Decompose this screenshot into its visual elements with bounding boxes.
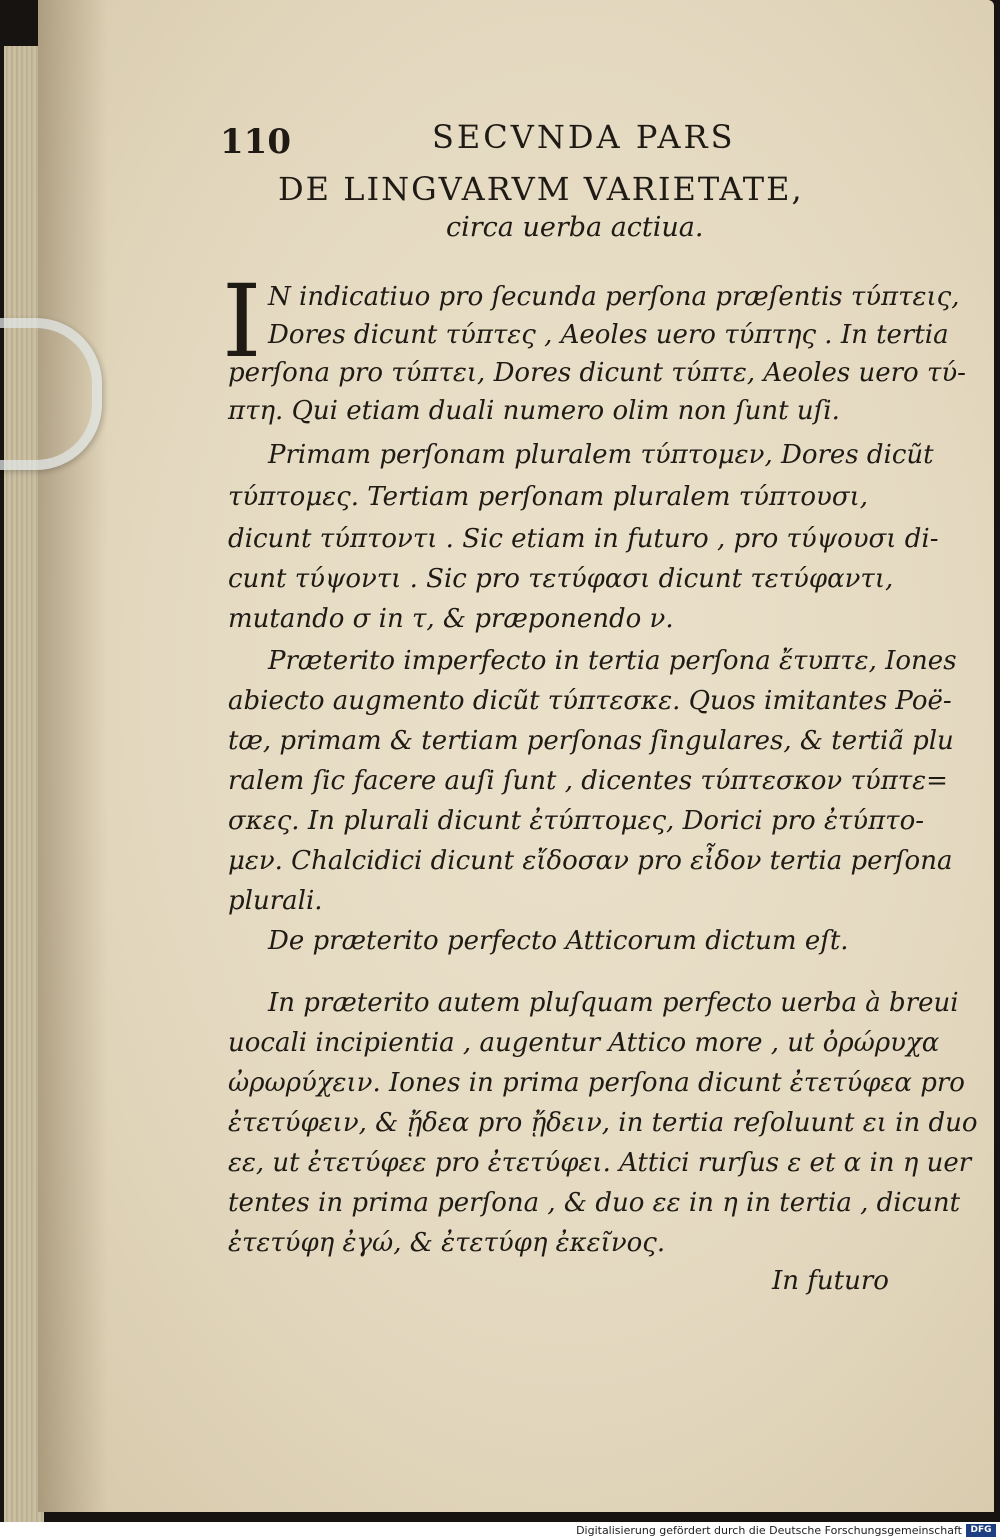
text-line: dicunt τύπτοντι . Sic etiam in futuro , pro τύψουσι di- xyxy=(228,524,939,554)
text-line: μεν. Chalcidici dicunt εἴδοσαν pro εἶδον tertia perſona xyxy=(228,846,953,876)
text-line: εε, ut ἐτετύφεε pro ἐτετύφει. Attici rurſus ε et α in η uer xyxy=(228,1148,972,1178)
text-line: τύπτομες. Tertiam perſonam pluralem τύπτουσι, xyxy=(228,482,869,512)
text-line: ralem ſic facere auſi ſunt , dicentes τύπτεσκον τύπτε= xyxy=(228,766,948,796)
text-line: tentes in prima perſona , & duo εε in η in tertia , dicunt xyxy=(228,1188,961,1218)
text-line: Primam perſonam pluralem τύπτομεν, Dores dicũt xyxy=(268,440,934,470)
page-number: 110 xyxy=(220,122,291,162)
gutter-shadow xyxy=(38,0,108,1512)
text-line: Præterito imperfecto in tertia perſona ἔτυπτε, Iones xyxy=(268,646,957,676)
text-line: De præterito perfecto Atticorum dictum eſt. xyxy=(268,926,849,956)
text-line: N indicatiuo pro ſecunda perſona præſentis τύπτεις, xyxy=(268,282,960,312)
drop-cap: I xyxy=(222,263,262,380)
section-subtitle: circa uerba actiua. xyxy=(446,212,704,243)
text-line: πτη. Qui etiam duali numero olim non ſunt uſi. xyxy=(228,396,840,426)
digitization-note: Digitalisierung gefördert durch die Deutsche Forschungsgemeinschaft xyxy=(576,1524,962,1537)
text-line: tæ, primam & tertiam perſonas ſingulares, & tertiã plu xyxy=(228,726,954,756)
text-line: Dores dicunt τύπτες , Aeoles uero τύπτης . In tertia xyxy=(268,320,949,350)
text-line: abiecto augmento dicũt τύπτεσκε. Quos imitantes Poë- xyxy=(228,686,952,716)
text-line: ἐτετύφειν, & ᾔδεα pro ᾔδειν, in tertia reſoluunt ει in duo xyxy=(228,1108,978,1138)
section-title: DE LINGVARVM VARIETATE, xyxy=(278,170,804,208)
text-line: plurali. xyxy=(228,886,323,916)
text-line: mutando σ in τ, & præponendo ν. xyxy=(228,604,674,634)
dfg-logo: DFG xyxy=(966,1524,996,1537)
running-title: SECVNDA PARS xyxy=(432,118,736,156)
text-line: uocali incipientia , augentur Attico more , ut ὀρώρυχα xyxy=(228,1028,940,1058)
text-line: σκες. In plurali dicunt ἐτύπτομες, Dorici pro ἐτύπτο- xyxy=(228,806,925,836)
text-line: perſona pro τύπτει, Dores dicunt τύπτε, Aeoles uero τύ- xyxy=(228,358,966,388)
text-line: ἐτετύφη ἐγώ, & ἐτετύφη ἐκεῖνος. xyxy=(228,1228,666,1258)
text-line: In præterito autem pluſquam perfecto uerba à breui xyxy=(268,988,959,1018)
text-line: cunt τύψοντι . Sic pro τετύφασι dicunt τετύφαντι, xyxy=(228,564,894,594)
text-line: ὠρωρύχειν. Iones in prima perſona dicunt ἐτετύφεα pro xyxy=(228,1068,965,1098)
catchword: In futuro xyxy=(772,1266,889,1296)
